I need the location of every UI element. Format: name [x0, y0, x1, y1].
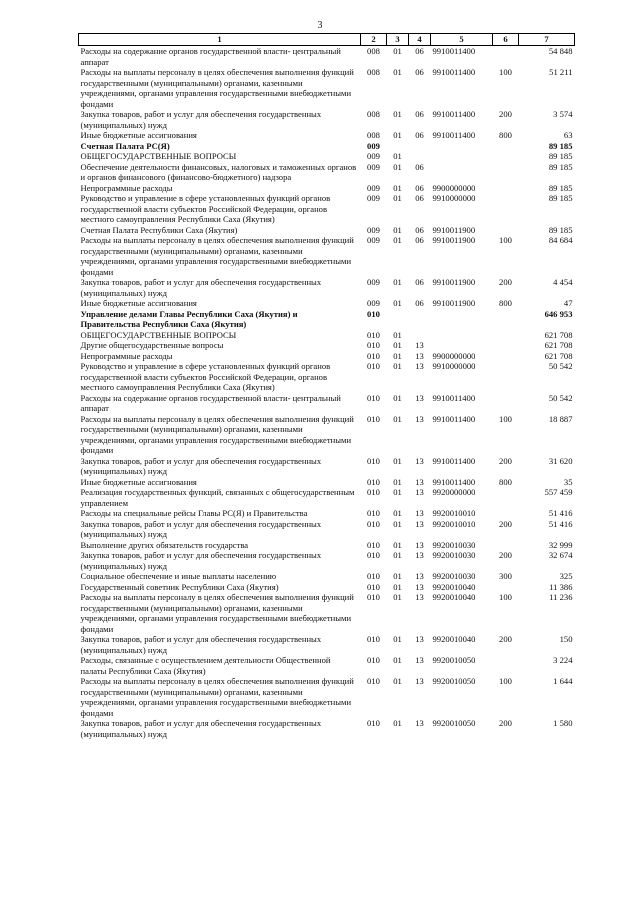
row-description: Закупка товаров, работ и услуг для обеспечения государственных (муниципальных) нужд: [80, 277, 322, 298]
target-article-code: 9920010050: [432, 718, 476, 728]
target-article-code: 9920010030: [432, 539, 476, 550]
column-header: 1: [79, 34, 361, 46]
ministry-code: 010: [367, 329, 380, 340]
amount: 51 211: [549, 67, 573, 77]
section-code: 01: [393, 340, 402, 350]
ministry-code: 010: [367, 634, 380, 644]
row-description: Выполнение других обязательств государства: [80, 539, 249, 550]
section-code: 01: [393, 392, 402, 403]
row-description: Расходы на специальные рейсы Главы РС(Я) и Правительства: [80, 508, 308, 518]
target-article-code: 9910011900: [432, 235, 476, 245]
subsection-code: 06: [415, 130, 424, 140]
ministry-code: 010: [367, 718, 380, 728]
target-article-code: [431, 309, 493, 330]
expense-type-code: [493, 309, 519, 330]
ministry-code: 010: [367, 581, 380, 592]
subsection-code: 13: [415, 592, 424, 602]
target-article-code: 9920010030: [432, 550, 476, 560]
ministry-code: 010: [367, 392, 380, 403]
table-row: [79, 361, 575, 393]
subsection-code: 13: [415, 550, 424, 560]
target-article-code: 9900000000: [432, 350, 476, 361]
row-description: Закупка товаров, работ и услуг для обеспечения государственных (муниципальных) нужд: [80, 718, 322, 739]
amount: 54 848: [548, 46, 573, 56]
section-code: 01: [393, 161, 402, 172]
amount: 89 185: [548, 140, 573, 151]
row-description: Счетная Палата РС(Я): [80, 140, 170, 151]
table-row: [79, 487, 575, 508]
subsection-code: 13: [415, 392, 424, 403]
ministry-code: 008: [367, 130, 380, 140]
target-article-code: 9920010040: [432, 634, 476, 644]
section-code: 01: [393, 46, 402, 56]
target-article-code: [431, 162, 493, 183]
ministry-code: 009: [367, 277, 380, 287]
target-article-code: 9910011400: [432, 476, 476, 487]
ministry-code: 009: [367, 298, 380, 308]
target-article-code: 9910011400: [432, 67, 476, 77]
amount: 3 574: [553, 109, 573, 119]
subsection-code: 13: [415, 487, 424, 497]
subsection-code: 13: [415, 518, 424, 529]
table-row: [79, 298, 575, 309]
row-description: Расходы на выплаты персоналу в целях обеспечения выполнения функций государственными (муниципальными) органами, казенными учреждениями, органами управления государственными внебюджетными фондами: [80, 235, 354, 277]
subsection-code: 13: [415, 676, 424, 686]
row-description: Государственный советник Республики Саха (Якутия): [80, 581, 279, 592]
target-article-code: 9910011900: [432, 277, 476, 287]
column-header: 3: [387, 34, 409, 46]
row-description: Закупка товаров, работ и услуг для обеспечения государственных (муниципальных) нужд: [80, 109, 322, 130]
table-row: [79, 477, 575, 488]
row-description: Непрограммные расходы: [80, 350, 173, 361]
subsection-code: 06: [415, 235, 424, 245]
column-header: 7: [519, 34, 575, 46]
expense-type-code: [493, 655, 519, 676]
row-description: Непрограммные расходы: [80, 182, 173, 193]
expense-type-code: [493, 508, 519, 519]
row-description: Расходы на выплаты персоналу в целях обеспечения выполнения функций государственными (муниципальными) органами, казенными учреждениями, органами управления государственными внебюджетными фондами: [80, 413, 354, 455]
table-row: [79, 414, 575, 456]
table-row: [79, 130, 575, 141]
expense-type-code: 800: [499, 130, 512, 140]
table-row: [79, 340, 575, 351]
target-article-code: [431, 141, 493, 152]
row-description: Расходы на выплаты персоналу в целях обеспечения выполнения функций государственными (муниципальными) органами, казенными учреждениями, органами управления государственными внебюджетными фондами: [80, 592, 354, 634]
table-row: [79, 309, 575, 330]
section-code: 01: [393, 350, 402, 361]
ministry-code: 008: [367, 109, 380, 119]
section-code: 01: [393, 329, 402, 340]
amount: 89 185: [548, 224, 573, 235]
amount: 89 185: [548, 193, 573, 203]
section-code: 01: [393, 581, 402, 592]
target-article-code: 9910011400: [432, 109, 476, 119]
subsection-code: [409, 309, 431, 330]
section-code: 01: [393, 361, 402, 371]
section-code: [387, 309, 409, 330]
subsection-code: 06: [415, 298, 424, 308]
target-article-code: 9920010050: [432, 676, 476, 686]
ministry-code: 009: [367, 193, 380, 203]
section-code: 01: [393, 224, 402, 235]
expense-type-code: 300: [499, 571, 512, 581]
amount: 51 416: [548, 518, 573, 529]
ministry-code: 010: [367, 487, 380, 497]
amount: 31 620: [548, 455, 573, 466]
ministry-code: 008: [367, 46, 380, 56]
section-code: 01: [393, 455, 402, 466]
ministry-code: 010: [367, 655, 380, 665]
subsection-code: [409, 151, 431, 162]
expense-type-code: [493, 361, 519, 393]
target-article-code: 9910011400: [432, 46, 476, 56]
ministry-code: 008: [367, 67, 380, 77]
table-row: [79, 540, 575, 551]
subsection-code: 06: [415, 46, 424, 56]
row-description: Реализация государственных функций, связанных с общегосударственным управлением: [80, 487, 355, 508]
target-article-code: 9920010010: [432, 518, 476, 529]
row-description: Обеспечение деятельности финансовых, налоговых и таможенных органов и органов финансового (финансово-бюджетного) надзора: [80, 161, 357, 182]
ministry-code: 010: [367, 550, 380, 560]
table-body: [79, 46, 575, 740]
table-row: [79, 151, 575, 162]
table-row: [79, 193, 575, 225]
amount: 621 708: [544, 329, 573, 340]
target-article-code: 9910000000: [432, 361, 476, 371]
amount: 63: [563, 130, 573, 140]
subsection-code: 06: [415, 277, 424, 287]
subsection-code: 13: [415, 350, 424, 361]
expense-type-code: [493, 582, 519, 593]
expense-type-code: 200: [499, 718, 512, 728]
subsection-code: 06: [415, 109, 424, 119]
amount: 32 999: [548, 539, 573, 550]
row-description: Закупка товаров, работ и услуг для обеспечения государственных (муниципальных) нужд: [80, 634, 322, 655]
expense-type-code: [493, 151, 519, 162]
ministry-code: 009: [367, 224, 380, 235]
table-row: [79, 582, 575, 593]
row-description: Иные бюджетные ассигнования: [80, 130, 197, 140]
section-code: 01: [393, 718, 402, 728]
expense-type-code: 200: [499, 634, 512, 644]
ministry-code: 010: [367, 361, 380, 371]
amount: 646 953: [544, 308, 573, 319]
subsection-code: 06: [415, 224, 424, 235]
row-description: ОБЩЕГОСУДАРСТВЕННЫЕ ВОПРОСЫ: [80, 329, 237, 340]
table-row: [79, 162, 575, 183]
target-article-code: 9920010040: [432, 581, 476, 592]
subsection-code: 13: [415, 508, 424, 518]
page-number: 3: [317, 20, 323, 31]
section-code: 01: [393, 487, 402, 497]
table-row: [79, 655, 575, 676]
amount: 50 542: [548, 361, 573, 371]
budget-table: [78, 33, 575, 739]
ministry-code: 010: [367, 350, 380, 361]
expense-type-code: 200: [499, 455, 512, 466]
section-code: 01: [393, 67, 402, 77]
subsection-code: 06: [415, 161, 424, 172]
expense-type-code: 100: [499, 676, 512, 686]
table-row: [79, 277, 575, 298]
expense-type-code: 100: [499, 67, 512, 77]
target-article-code: 9900000000: [432, 182, 476, 193]
target-article-code: [431, 330, 493, 341]
ministry-code: 010: [367, 676, 380, 686]
ministry-code: 010: [367, 508, 380, 518]
row-description: Закупка товаров, работ и услуг для обеспечения государственных (муниципальных) нужд: [80, 550, 322, 571]
amount: 325: [559, 571, 573, 581]
subsection-code: 13: [415, 539, 424, 550]
amount: 557 459: [544, 487, 573, 497]
expense-type-code: 200: [499, 277, 512, 287]
ministry-code: 010: [367, 539, 380, 550]
expense-type-code: [493, 340, 519, 351]
section-code: 01: [393, 109, 402, 119]
table-row: [79, 46, 575, 68]
section-code: 01: [393, 592, 402, 602]
expense-type-code: [493, 225, 519, 236]
table-row: [79, 183, 575, 194]
section-code: 01: [393, 413, 402, 424]
expense-type-code: [493, 141, 519, 152]
row-description: Руководство и управление в сфере установленных функций органов государственной власти субъектов Российской Федерации, органов местного самоуправления Республики Саха (Якутия): [80, 193, 331, 224]
table-row: [79, 519, 575, 540]
target-article-code: [431, 340, 493, 351]
expense-type-code: [493, 183, 519, 194]
table-row: [79, 67, 575, 109]
amount: 621 708: [544, 350, 573, 361]
expense-type-code: [493, 193, 519, 225]
table-row: [79, 109, 575, 130]
amount: 11 386: [549, 581, 573, 592]
ministry-code: 009: [367, 182, 380, 193]
section-code: 01: [393, 277, 402, 287]
subsection-code: [409, 330, 431, 341]
table-row: [79, 456, 575, 477]
amount: 1 580: [553, 718, 573, 728]
expense-type-code: 800: [499, 476, 512, 487]
expense-type-code: 200: [499, 518, 512, 529]
subsection-code: 06: [415, 193, 424, 203]
row-description: ОБЩЕГОСУДАРСТВЕННЫЕ ВОПРОСЫ: [80, 151, 237, 161]
amount: 89 185: [548, 151, 573, 161]
section-code: 01: [393, 550, 402, 560]
row-description: Управление делами Главы Республики Саха (Якутия) и Правительства Республики Саха (Якутия): [80, 308, 298, 329]
expense-type-code: [493, 46, 519, 68]
amount: 18 887: [548, 413, 573, 424]
target-article-code: 9910000000: [432, 193, 476, 203]
section-code: 01: [393, 655, 402, 665]
ministry-code: 010: [367, 476, 380, 487]
table-row: [79, 330, 575, 341]
target-article-code: 9910011400: [432, 413, 476, 424]
table-row: [79, 634, 575, 655]
amount: 84 684: [548, 235, 573, 245]
section-code: 01: [393, 235, 402, 245]
column-header: 4: [409, 34, 431, 46]
amount: 89 185: [548, 182, 573, 193]
target-article-code: 9920000000: [432, 487, 476, 497]
ministry-code: 010: [367, 592, 380, 602]
subsection-code: 13: [415, 340, 424, 350]
expense-type-code: [493, 330, 519, 341]
amount: 150: [559, 634, 573, 644]
ministry-code: 010: [367, 413, 380, 424]
expense-type-code: [493, 487, 519, 508]
expense-type-code: [493, 393, 519, 414]
row-description: Счетная Палата Республики Саха (Якутия): [80, 224, 238, 235]
amount: 1 644: [553, 676, 573, 686]
row-description: Расходы на содержание органов государственной власти- центральный аппарат: [80, 46, 341, 67]
target-article-code: 9910011900: [432, 224, 476, 235]
ministry-code: 010: [367, 571, 380, 581]
subsection-code: 13: [415, 455, 424, 466]
expense-type-code: 200: [499, 109, 512, 119]
row-description: Закупка товаров, работ и услуг для обеспечения государственных (муниципальных) нужд: [80, 518, 322, 539]
row-description: Расходы, связанные с осуществлением деятельности Общественной палаты Республики Саха (Якутия): [80, 655, 331, 676]
amount: 51 416: [548, 508, 573, 518]
subsection-code: 13: [415, 655, 424, 665]
amount: 50 542: [548, 392, 573, 403]
section-code: 01: [393, 518, 402, 529]
section-code: 01: [393, 571, 402, 581]
row-description: Руководство и управление в сфере установленных функций органов государственной власти субъектов Российской Федерации, органов местного самоуправления Республики Саха (Якутия): [80, 361, 331, 392]
section-code: 01: [393, 298, 402, 308]
table-row: [79, 550, 575, 571]
table-row: [79, 718, 575, 739]
subsection-code: [409, 141, 431, 152]
amount: 3 224: [553, 655, 573, 665]
row-description: Расходы на содержание органов государственной власти- центральный аппарат: [80, 392, 341, 413]
row-description: Другие общегосударственные вопросы: [80, 340, 224, 350]
table-header-row: [79, 34, 575, 46]
table-row: [79, 508, 575, 519]
ministry-code: 009: [367, 161, 380, 172]
ministry-code: 009: [367, 151, 380, 161]
subsection-code: 06: [415, 67, 424, 77]
section-code: 01: [393, 130, 402, 140]
column-header: 6: [493, 34, 519, 46]
target-article-code: 9920010040: [432, 592, 476, 602]
table-row: [79, 351, 575, 362]
row-description: Иные бюджетные ассигнования: [80, 476, 197, 487]
subsection-code: 13: [415, 413, 424, 424]
table-row: [79, 235, 575, 277]
table-row: [79, 141, 575, 152]
target-article-code: [431, 151, 493, 162]
subsection-code: 13: [415, 634, 424, 644]
section-code: 01: [393, 476, 402, 487]
amount: 35: [563, 476, 573, 487]
target-article-code: 9910011400: [432, 130, 476, 140]
row-description: Расходы на выплаты персоналу в целях обеспечения выполнения функций государственными (муниципальными) органами, казенными учреждениями, органами управления государственными внебюджетными фондами: [80, 676, 354, 718]
expense-type-code: 100: [499, 235, 512, 245]
section-code: 01: [393, 182, 402, 193]
table-row: [79, 676, 575, 718]
amount: 47: [563, 298, 573, 308]
column-header: 5: [431, 34, 493, 46]
subsection-code: 06: [415, 182, 424, 193]
target-article-code: 9910011400: [432, 392, 476, 403]
subsection-code: 13: [415, 718, 424, 728]
amount: 32 674: [548, 550, 573, 560]
target-article-code: 9910011900: [432, 298, 476, 308]
expense-type-code: 100: [499, 592, 512, 602]
ministry-code: 010: [367, 308, 380, 319]
subsection-code: 13: [415, 581, 424, 592]
expense-type-code: 200: [499, 550, 512, 560]
column-header: 2: [361, 34, 387, 46]
subsection-code: 13: [415, 571, 424, 581]
ministry-code: 010: [367, 518, 380, 529]
table-row: [79, 225, 575, 236]
target-article-code: 9920010010: [432, 508, 476, 518]
expense-type-code: [493, 351, 519, 362]
amount: 11 236: [549, 592, 573, 602]
amount: 89 185: [548, 161, 573, 172]
expense-type-code: 800: [499, 298, 512, 308]
section-code: 01: [393, 676, 402, 686]
table-row: [79, 571, 575, 582]
row-description: Расходы на выплаты персоналу в целях обеспечения выполнения функций государственными (муниципальными) органами, казенными учреждениями, органами управления государственными внебюджетными фондами: [80, 67, 354, 109]
table-row: [79, 592, 575, 634]
section-code: 01: [393, 539, 402, 550]
row-description: Иные бюджетные ассигнования: [80, 298, 197, 308]
target-article-code: 9920010030: [432, 571, 476, 581]
ministry-code: 010: [367, 455, 380, 466]
row-description: Социальное обеспечение и иные выплаты населению: [80, 571, 277, 581]
section-code: 01: [393, 193, 402, 203]
subsection-code: 13: [415, 361, 424, 371]
expense-type-code: 100: [499, 413, 512, 424]
target-article-code: 9910011400: [432, 455, 476, 466]
target-article-code: 9920010050: [432, 655, 476, 665]
section-code: 01: [393, 151, 402, 161]
subsection-code: 13: [415, 476, 424, 487]
section-code: [387, 141, 409, 152]
ministry-code: 009: [367, 140, 380, 151]
amount: 621 708: [544, 340, 573, 350]
section-code: 01: [393, 508, 402, 518]
ministry-code: 009: [367, 235, 380, 245]
expense-type-code: [493, 162, 519, 183]
expense-type-code: [493, 540, 519, 551]
ministry-code: 010: [367, 340, 380, 350]
section-code: 01: [393, 634, 402, 644]
amount: 4 454: [553, 277, 573, 287]
table-row: [79, 393, 575, 414]
row-description: Закупка товаров, работ и услуг для обеспечения государственных (муниципальных) нужд: [80, 455, 322, 476]
